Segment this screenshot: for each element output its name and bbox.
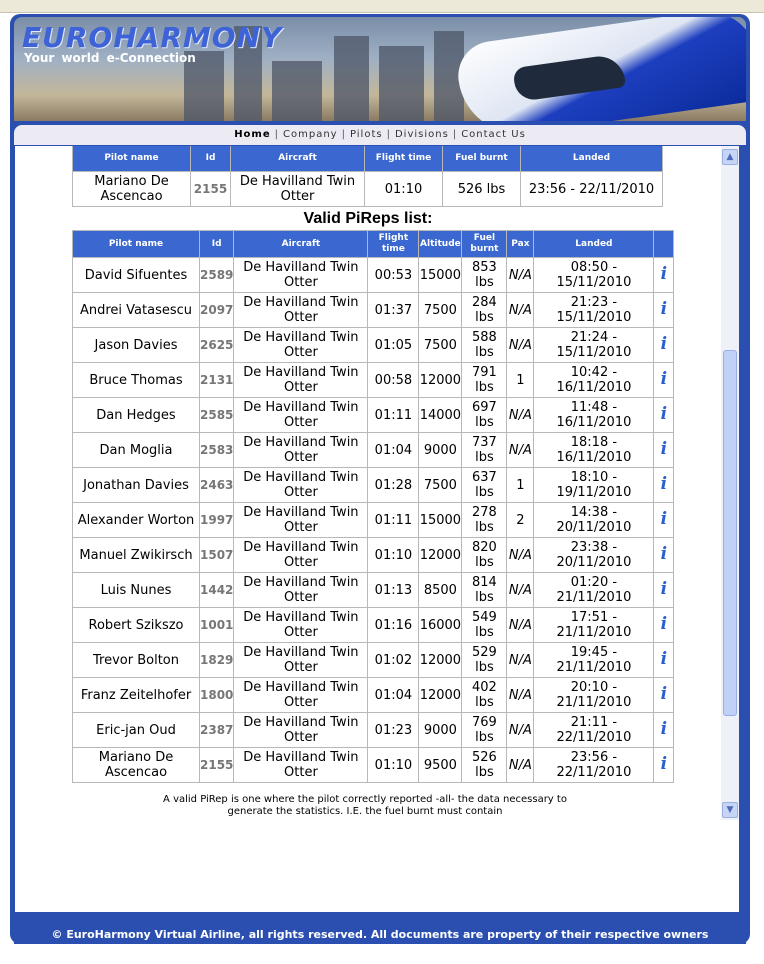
cell-fuel: 284 lbs	[462, 293, 507, 328]
cell-time: 00:58	[368, 363, 419, 398]
cell-info	[654, 748, 674, 783]
cell-pax: N/A	[507, 643, 534, 678]
table-row	[73, 468, 674, 503]
table-row	[73, 573, 674, 608]
cell-aircraft: De Havilland Twin Otter	[234, 258, 368, 293]
cell-time: 01:04	[368, 678, 419, 713]
cell-id: 2155	[200, 748, 234, 783]
valid-pireps-table	[72, 230, 674, 783]
table-row	[73, 538, 674, 573]
cell-pilot: Luis Nunes	[73, 573, 200, 608]
column-header: Id	[200, 231, 234, 258]
cell-pax: N/A	[507, 678, 534, 713]
skyline-building	[272, 61, 322, 121]
cell-aircraft: De Havilland Twin Otter	[234, 573, 368, 608]
content-scrollbar[interactable]	[721, 146, 739, 820]
info-icon[interactable]: i	[660, 754, 668, 774]
cell-landed: 23:56 - 22/11/2010	[521, 172, 663, 207]
info-icon[interactable]: i	[660, 509, 668, 529]
skyline-building	[379, 46, 424, 121]
cell-time: 01:10	[368, 748, 419, 783]
cell-info	[654, 363, 674, 398]
cell-pax: N/A	[507, 433, 534, 468]
site-tagline: Your world e-Connection	[24, 51, 196, 65]
cell-aircraft: De Havilland Twin Otter	[234, 643, 368, 678]
cell-landed: 01:20 - 21/11/2010	[534, 573, 654, 608]
cell-fuel: 549 lbs	[462, 608, 507, 643]
cell-time: 01:02	[368, 643, 419, 678]
cell-aircraft: De Havilland Twin Otter	[234, 328, 368, 363]
cell-info	[654, 573, 674, 608]
nav-separator: |	[386, 129, 391, 140]
table-row	[73, 748, 674, 783]
table-row	[73, 258, 674, 293]
cell-alt: 12000	[419, 643, 462, 678]
scroll-down-button[interactable]: ▼	[722, 802, 738, 818]
cell-id: 1001	[200, 608, 234, 643]
cell-pilot: Andrei Vatasescu	[73, 293, 200, 328]
cell-time: 01:10	[365, 172, 443, 207]
cell-time: 01:05	[368, 328, 419, 363]
cell-alt: 9500	[419, 748, 462, 783]
cell-pilot: Dan Moglia	[73, 433, 200, 468]
cell-time: 00:53	[368, 258, 419, 293]
cell-time: 01:13	[368, 573, 419, 608]
cell-landed: 23:38 - 20/11/2010	[534, 538, 654, 573]
nav-separator: |	[274, 129, 280, 140]
valid-pirep-note: A valid PiRep is one where the pilot correctly reported -all- the data necessary to generate the statistics. I.E. the fuel burnt must contain	[163, 794, 567, 817]
info-icon[interactable]: i	[660, 299, 668, 319]
table-row	[73, 678, 674, 713]
column-header: Pilot name	[73, 231, 200, 258]
cell-id: 2097	[200, 293, 234, 328]
cell-pax: N/A	[507, 713, 534, 748]
cell-fuel: 814 lbs	[462, 573, 507, 608]
cell-alt: 15000	[419, 503, 462, 538]
cell-pilot: Jonathan Davies	[73, 468, 200, 503]
nav-divisions[interactable]: Divisions	[394, 129, 449, 140]
cell-info	[654, 258, 674, 293]
table-row	[73, 643, 674, 678]
cell-pilot: Jason Davies	[73, 328, 200, 363]
info-icon[interactable]: i	[660, 474, 668, 494]
cell-pilot: Trevor Bolton	[73, 643, 200, 678]
cell-time: 01:16	[368, 608, 419, 643]
cell-id: 2155	[191, 172, 231, 207]
cell-id: 2589	[200, 258, 234, 293]
cell-alt: 9000	[419, 713, 462, 748]
info-icon[interactable]: i	[660, 369, 668, 389]
pilot-summary-table	[72, 146, 663, 207]
info-icon[interactable]: i	[660, 719, 668, 739]
cell-landed: 18:10 - 19/11/2010	[534, 468, 654, 503]
cell-aircraft: De Havilland Twin Otter	[234, 678, 368, 713]
cell-id: 1997	[200, 503, 234, 538]
cell-id: 1800	[200, 678, 234, 713]
column-header	[654, 231, 674, 258]
nav-home[interactable]: Home	[234, 129, 271, 140]
cell-aircraft: De Havilland Twin Otter	[234, 538, 368, 573]
cell-fuel: 529 lbs	[462, 643, 507, 678]
cell-pax: N/A	[507, 258, 534, 293]
cell-time: 01:11	[368, 503, 419, 538]
cell-aircraft: De Havilland Twin Otter	[234, 398, 368, 433]
info-icon[interactable]: i	[660, 404, 668, 424]
nav-separator: |	[341, 129, 346, 140]
cell-info	[654, 468, 674, 503]
cell-info	[654, 503, 674, 538]
info-icon[interactable]: i	[660, 544, 668, 564]
cell-alt: 9000	[419, 433, 462, 468]
cell-time: 01:28	[368, 468, 419, 503]
cell-info	[654, 433, 674, 468]
cell-pilot: David Sifuentes	[73, 258, 200, 293]
cell-pilot: Mariano De Ascencao	[73, 172, 191, 207]
cell-landed: 23:56 - 22/11/2010	[534, 748, 654, 783]
cell-pax: N/A	[507, 608, 534, 643]
cell-landed: 21:24 - 15/11/2010	[534, 328, 654, 363]
cell-fuel: 697 lbs	[462, 398, 507, 433]
table-row	[73, 328, 674, 363]
cell-landed: 21:11 - 22/11/2010	[534, 713, 654, 748]
table-row	[73, 433, 674, 468]
cell-fuel: 737 lbs	[462, 433, 507, 468]
cell-aircraft: De Havilland Twin Otter	[231, 172, 365, 207]
cell-time: 01:11	[368, 398, 419, 433]
cell-info	[654, 538, 674, 573]
site-logo[interactable]: EUROHARMONY	[22, 21, 283, 54]
cell-info	[654, 328, 674, 363]
cell-alt: 12000	[419, 678, 462, 713]
column-header: Altitude	[419, 231, 462, 258]
cell-pax: N/A	[507, 398, 534, 433]
cell-alt: 15000	[419, 258, 462, 293]
skyline-building	[334, 36, 369, 121]
cell-fuel: 526 lbs	[462, 748, 507, 783]
column-header: Fuel burnt	[462, 231, 507, 258]
cell-aircraft: De Havilland Twin Otter	[234, 748, 368, 783]
cell-pilot: Franz Zeitelhofer	[73, 678, 200, 713]
column-header: Flight time	[368, 231, 419, 258]
cell-id: 2583	[200, 433, 234, 468]
site-footer: © EuroHarmony Virtual Airline, all rights reserved. All documents are property of their respective owners	[14, 926, 746, 944]
cell-info	[654, 713, 674, 748]
browser-top-strip	[0, 0, 764, 13]
column-header: Landed	[521, 146, 663, 172]
cell-pilot: Eric-jan Oud	[73, 713, 200, 748]
cell-pax: N/A	[507, 538, 534, 573]
cell-time: 01:37	[368, 293, 419, 328]
cell-id: 2387	[200, 713, 234, 748]
cell-pilot: Manuel Zwikirsch	[73, 538, 200, 573]
cell-landed: 17:51 - 21/11/2010	[534, 608, 654, 643]
cell-aircraft: De Havilland Twin Otter	[234, 608, 368, 643]
table-row	[73, 398, 674, 433]
info-icon[interactable]: i	[660, 649, 668, 669]
nav-contact-us[interactable]: Contact Us	[461, 129, 526, 140]
cell-fuel: 637 lbs	[462, 468, 507, 503]
main-nav	[14, 125, 746, 145]
cell-fuel: 278 lbs	[462, 503, 507, 538]
cell-pilot: Mariano De Ascencao	[73, 748, 200, 783]
cell-aircraft: De Havilland Twin Otter	[234, 713, 368, 748]
cell-landed: 18:18 - 16/11/2010	[534, 433, 654, 468]
cell-pilot: Robert Szikszo	[73, 608, 200, 643]
cell-id: 1829	[200, 643, 234, 678]
cell-fuel: 853 lbs	[462, 258, 507, 293]
cell-info	[654, 293, 674, 328]
cell-pilot: Dan Hedges	[73, 398, 200, 433]
cell-pax: N/A	[507, 293, 534, 328]
cell-aircraft: De Havilland Twin Otter	[234, 433, 368, 468]
cell-id: 2585	[200, 398, 234, 433]
column-header: Pax	[507, 231, 534, 258]
column-header: Fuel burnt	[443, 146, 521, 172]
cell-landed: 10:42 - 16/11/2010	[534, 363, 654, 398]
info-icon[interactable]: i	[660, 684, 668, 704]
column-header: Id	[191, 146, 231, 172]
cell-alt: 7500	[419, 293, 462, 328]
cell-pilot: Bruce Thomas	[73, 363, 200, 398]
table-row	[73, 363, 674, 398]
cell-info	[654, 678, 674, 713]
cell-fuel: 791 lbs	[462, 363, 507, 398]
cell-info	[654, 643, 674, 678]
cell-aircraft: De Havilland Twin Otter	[234, 363, 368, 398]
cell-alt: 12000	[419, 363, 462, 398]
cell-id: 2463	[200, 468, 234, 503]
cell-landed: 14:38 - 20/11/2010	[534, 503, 654, 538]
table-row	[73, 713, 674, 748]
cell-time: 01:23	[368, 713, 419, 748]
cell-fuel: 402 lbs	[462, 678, 507, 713]
cell-pax: 1	[507, 363, 534, 398]
cell-landed: 20:10 - 21/11/2010	[534, 678, 654, 713]
nav-company[interactable]: Company	[283, 129, 338, 140]
table-row	[73, 172, 663, 207]
content-bottom-area	[15, 820, 739, 912]
cell-landed: 21:23 - 15/11/2010	[534, 293, 654, 328]
cell-landed: 19:45 - 21/11/2010	[534, 643, 654, 678]
cell-id: 2131	[200, 363, 234, 398]
cell-aircraft: De Havilland Twin Otter	[234, 503, 368, 538]
cell-pax: N/A	[507, 328, 534, 363]
table-row	[73, 608, 674, 643]
cell-info	[654, 608, 674, 643]
nav-pilots[interactable]: Pilots	[349, 129, 383, 140]
cell-fuel: 820 lbs	[462, 538, 507, 573]
table-row	[73, 293, 674, 328]
cell-alt: 7500	[419, 328, 462, 363]
cell-fuel: 769 lbs	[462, 713, 507, 748]
cell-aircraft: De Havilland Twin Otter	[234, 293, 368, 328]
cell-fuel: 588 lbs	[462, 328, 507, 363]
info-icon[interactable]: i	[660, 579, 668, 599]
cell-alt: 8500	[419, 573, 462, 608]
cell-id: 1442	[200, 573, 234, 608]
info-icon[interactable]: i	[660, 334, 668, 354]
column-header: Flight time	[365, 146, 443, 172]
cell-alt: 12000	[419, 538, 462, 573]
cell-aircraft: De Havilland Twin Otter	[234, 468, 368, 503]
site-banner	[14, 17, 746, 121]
scroll-up-button[interactable]: ▲	[722, 149, 738, 165]
cell-pax: 1	[507, 468, 534, 503]
cell-alt: 16000	[419, 608, 462, 643]
cell-time: 01:04	[368, 433, 419, 468]
scroll-thumb[interactable]	[723, 350, 737, 716]
cell-id: 2625	[200, 328, 234, 363]
info-icon[interactable]: i	[660, 264, 668, 284]
cell-landed: 08:50 - 15/11/2010	[534, 258, 654, 293]
cell-pax: N/A	[507, 573, 534, 608]
info-icon[interactable]: i	[660, 614, 668, 634]
cell-info	[654, 398, 674, 433]
cell-alt: 14000	[419, 398, 462, 433]
cell-alt: 7500	[419, 468, 462, 503]
table-row	[73, 503, 674, 538]
valid-pireps-heading: Valid PiReps list:	[303, 210, 433, 227]
column-header: Aircraft	[231, 146, 365, 172]
main-content	[15, 146, 721, 820]
cell-id: 1507	[200, 538, 234, 573]
column-header: Aircraft	[234, 231, 368, 258]
nav-separator: |	[452, 129, 458, 140]
cell-pilot: Alexander Worton	[73, 503, 200, 538]
info-icon[interactable]: i	[660, 439, 668, 459]
column-header: Pilot name	[73, 146, 191, 172]
cell-pax: 2	[507, 503, 534, 538]
cell-pax: N/A	[507, 748, 534, 783]
cell-fuel: 526 lbs	[443, 172, 521, 207]
cell-time: 01:10	[368, 538, 419, 573]
cell-landed: 11:48 - 16/11/2010	[534, 398, 654, 433]
aircraft-image	[454, 17, 746, 121]
column-header: Landed	[534, 231, 654, 258]
